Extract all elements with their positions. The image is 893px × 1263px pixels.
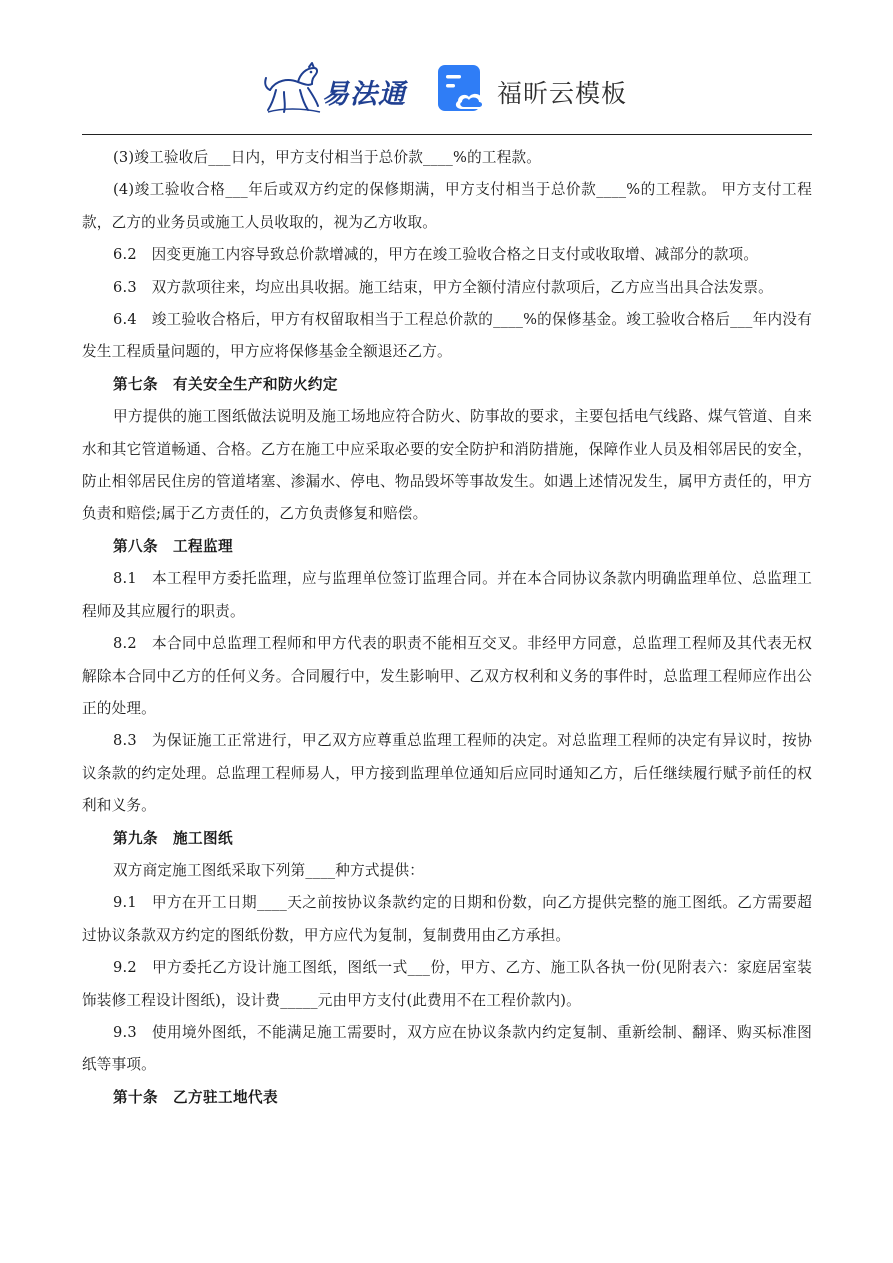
- section-heading: 第十条 乙方驻工地代表: [113, 1088, 278, 1106]
- yifatong-logo: [262, 60, 422, 116]
- paragraph: 8.2 本合同中总监理工程师和甲方代表的职责不能相互交叉。非经甲方同意，总监理工程师及其代表无权解除本合同中乙方的任何义务。合同履行中，发生影响甲、乙双方权利和义务的事件时，总监理工程师应作出公正的处理。: [82, 635, 812, 717]
- cloud-document-icon: [436, 63, 488, 115]
- document-body: [82, 142, 812, 1114]
- section-heading: 第八条 工程监理: [113, 537, 233, 555]
- paragraph: 6.2 因变更施工内容导致总价款增减的，甲方在竣工验收合格之日支付或收取增、减部分的款项。: [113, 246, 759, 264]
- logo-left-text: 易法通: [322, 79, 406, 110]
- paragraph: 9.3 使用境外图纸，不能满足施工需要时，双方应在协议条款内约定复制、重新绘制、翻译、购买标准图纸等事项。: [82, 1023, 812, 1074]
- paragraph: (3)竣工验收后___日内，甲方支付相当于总价款____%的工程款。: [113, 149, 542, 166]
- paragraph: 8.1 本工程甲方委托监理，应与监理单位签订监理合同。并在本合同协议条款内明确监理单位、总监理工程师及其应履行的职责。: [82, 570, 812, 620]
- fuxin-cloud-template-logo: [436, 63, 656, 115]
- document-header: [0, 58, 893, 122]
- paragraph: 双方商定施工图纸采取下列第____种方式提供：: [113, 861, 425, 879]
- paragraph: 6.4 竣工验收合格后，甲方有权留取相当于工程总价款的____%的保修基金。竣工验收合格后___年内没有发生工程质量问题的，甲方应将保修基金全额退还乙方。: [82, 311, 812, 361]
- horse-logo-icon: [262, 60, 324, 116]
- paragraph: (4)竣工验收合格___年后或双方约定的保修期满，甲方支付相当于总价款____%的工程款。 甲方支付工程款，乙方的业务员或施工人员收取的，视为乙方收取。: [82, 181, 812, 231]
- paragraph: 8.3 为保证施工正常进行，甲乙双方应尊重总监理工程师的决定。对总监理工程师的决定有异议时，按协议条款的约定处理。总监理工程师易人，甲方接到监理单位通知后应同时通知乙方，后任继续履行赋予前任的权利和义务。: [82, 732, 812, 815]
- paragraph: 9.2 甲方委托乙方设计施工图纸，图纸一式___份，甲方、乙方、施工队各执一份(见附表六：家庭居室装饰装修工程设计图纸)，设计费_____元由甲方支付(此费用不在工程价款内)。: [82, 959, 812, 1009]
- logo-right-text: 福昕云模板: [497, 79, 628, 108]
- paragraph: 甲方提供的施工图纸做法说明及施工场地应符合防火、防事故的要求，主要包括电气线路、煤气管道、自来水和其它管道畅通、合格。乙方在施工中应采取必要的安全防护和消防措施，保障作业人员及相邻居民的安全，防止相邻居民住房的管道堵塞、渗漏水、停电、物品毁坏等事故发生。如遇上述情况发生，属甲方责任的，甲方负责和赔偿;属于乙方责任的，乙方负责修复和赔偿。: [82, 408, 812, 523]
- header-divider: [82, 134, 812, 135]
- section-heading: 第九条 施工图纸: [113, 829, 233, 847]
- section-heading: 第七条 有关安全生产和防火约定: [113, 375, 338, 393]
- paragraph: 6.3 双方款项往来，均应出具收据。施工结束，甲方全额付清应付款项后，乙方应当出具合法发票。: [113, 278, 773, 296]
- paragraph: 9.1 甲方在开工日期____天之前按协议条款约定的日期和份数，向乙方提供完整的施工图纸。乙方需要超过协议条款双方约定的图纸份数，甲方应代为复制，复制费用由乙方承担。: [82, 894, 812, 944]
